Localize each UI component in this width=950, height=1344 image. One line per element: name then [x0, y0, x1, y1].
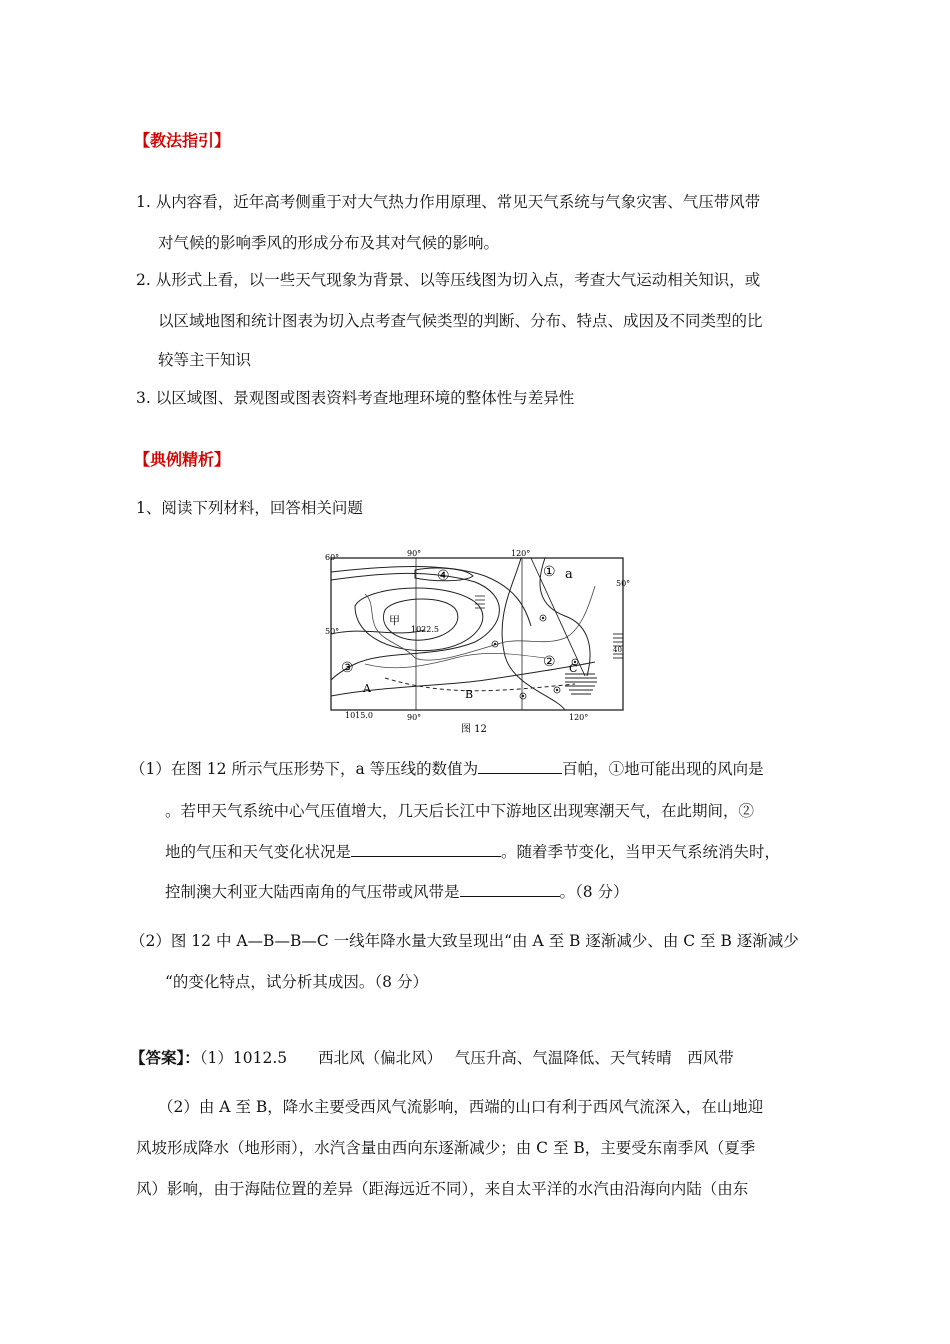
- q1-line-3-text-a: 地的气压和天气变化状况是: [165, 843, 352, 861]
- lat-label-50-west: 50°: [325, 627, 340, 636]
- answer-part-2-line-1: （2）由 A 至 B，降水主要受西风气流影响，西端的山口有利于西风气流深入，在山地迎: [158, 1098, 764, 1116]
- lon-label-90-top: 90°: [407, 549, 422, 558]
- lon-label-90-bottom: 90°: [407, 713, 422, 722]
- guide-item-2-line-2: 以区域地图和统计图表为切入点考查气候类型的判断、分布、特点、成因及不同类型的比: [158, 312, 763, 330]
- label-num-2: ②: [543, 654, 556, 670]
- answer-label: 【答案】：: [130, 1048, 200, 1067]
- answer-blank-3[interactable]: [460, 882, 560, 897]
- label-jia: 甲: [389, 614, 400, 627]
- q1-line-3-text-b: 。随着季节变化，当甲天气系统消失时，: [501, 843, 781, 861]
- label-a: a: [565, 567, 573, 582]
- label-num-1: ①: [543, 564, 556, 580]
- lon-label-120-top: 120°: [511, 549, 531, 558]
- lat-label-60: 60°: [325, 553, 340, 562]
- question-intro: 1、阅读下列材料，回答相关问题: [136, 499, 363, 517]
- label-C: C: [569, 662, 578, 675]
- map-frame: [331, 558, 623, 710]
- q1-line-1-text-a: （1）在图 12 所示气压形势下，a 等压线的数值为: [130, 760, 479, 778]
- label-pressure-center: 1022.5: [411, 625, 439, 634]
- answer-blank-2[interactable]: [351, 842, 501, 857]
- label-num-4: ④: [437, 568, 450, 584]
- section-heading-example-analysis: 【典例精析】: [134, 450, 231, 469]
- guide-item-1-line-2: 对气候的影响季风的形成分布及其对气候的影响。: [158, 234, 500, 252]
- figure-12-isobar-map: [325, 546, 630, 736]
- label-B: B: [465, 688, 474, 701]
- q1-line-1-text-b: 百帕，①地可能出现的风向是: [562, 760, 764, 778]
- guide-item-2-line-1: 2. 从形式上看，以一些天气现象为背景、以等压线图为切入点，考查大气运动相关知识，或: [136, 271, 761, 289]
- lat-label-50-east: 50°: [616, 579, 630, 588]
- guide-item-3-line-1: 3. 以区域图、景观图或图表资料考查地理环境的整体性与差异性: [136, 389, 575, 407]
- answer-part-1: （1）1012.5 西北风（偏北风） 气压升高、气温降低、天气转晴 西风带: [199, 1049, 734, 1067]
- guide-item-1-line-1: 1. 从内容看，近年高考侧重于对大气热力作用原理、常见天气系统与气象灾害、气压带风带: [136, 193, 761, 211]
- lon-label-120-bottom: 120°: [569, 713, 589, 722]
- section-heading-teaching-guide: 【教法指引】: [134, 131, 231, 150]
- label-A: A: [363, 682, 371, 695]
- q2-line-1: （2）图 12 中 A—B—B—C 一线年降水量大致呈现出“由 A 至 B 逐渐减少、由 C 至 B 逐渐减少: [130, 932, 799, 950]
- q1-line-4-text-a: 控制澳大利亚大陆西南角的气压带或风带是: [165, 883, 460, 901]
- guide-item-2-line-3: 较等主干知识: [158, 351, 252, 369]
- q1-line-4: [165, 880, 629, 902]
- q2-line-2: “的变化特点，试分析其成因。（8 分）: [165, 973, 428, 991]
- figure-caption: 图 12: [461, 724, 487, 735]
- q1-line-2: 。若甲天气系统中心气压值增大，几天后长江中下游地区出现寒潮天气，在此期间，②: [165, 802, 755, 820]
- answer-part-2-line-3: 风）影响，由于海陆位置的差异（距海远近不同），来自太平洋的水汽由沿海向内陆（由东: [136, 1180, 749, 1198]
- label-isobar-1015: 1015.0: [345, 711, 373, 720]
- answer-part-2-line-2: 风坡形成降水（地形雨），水汽含量由西向东逐渐减少；由 C 至 B，主要受东南季风（夏季: [136, 1139, 756, 1157]
- q1-line-4-text-b: 。（8 分）: [559, 883, 629, 901]
- answer-line-1: [130, 1046, 734, 1068]
- q1-line-3: [165, 840, 780, 862]
- answer-blank-1[interactable]: [478, 759, 562, 774]
- q1-line-1: [130, 757, 764, 779]
- label-num-3: ③: [341, 660, 354, 676]
- label-side-number: 40: [613, 646, 622, 654]
